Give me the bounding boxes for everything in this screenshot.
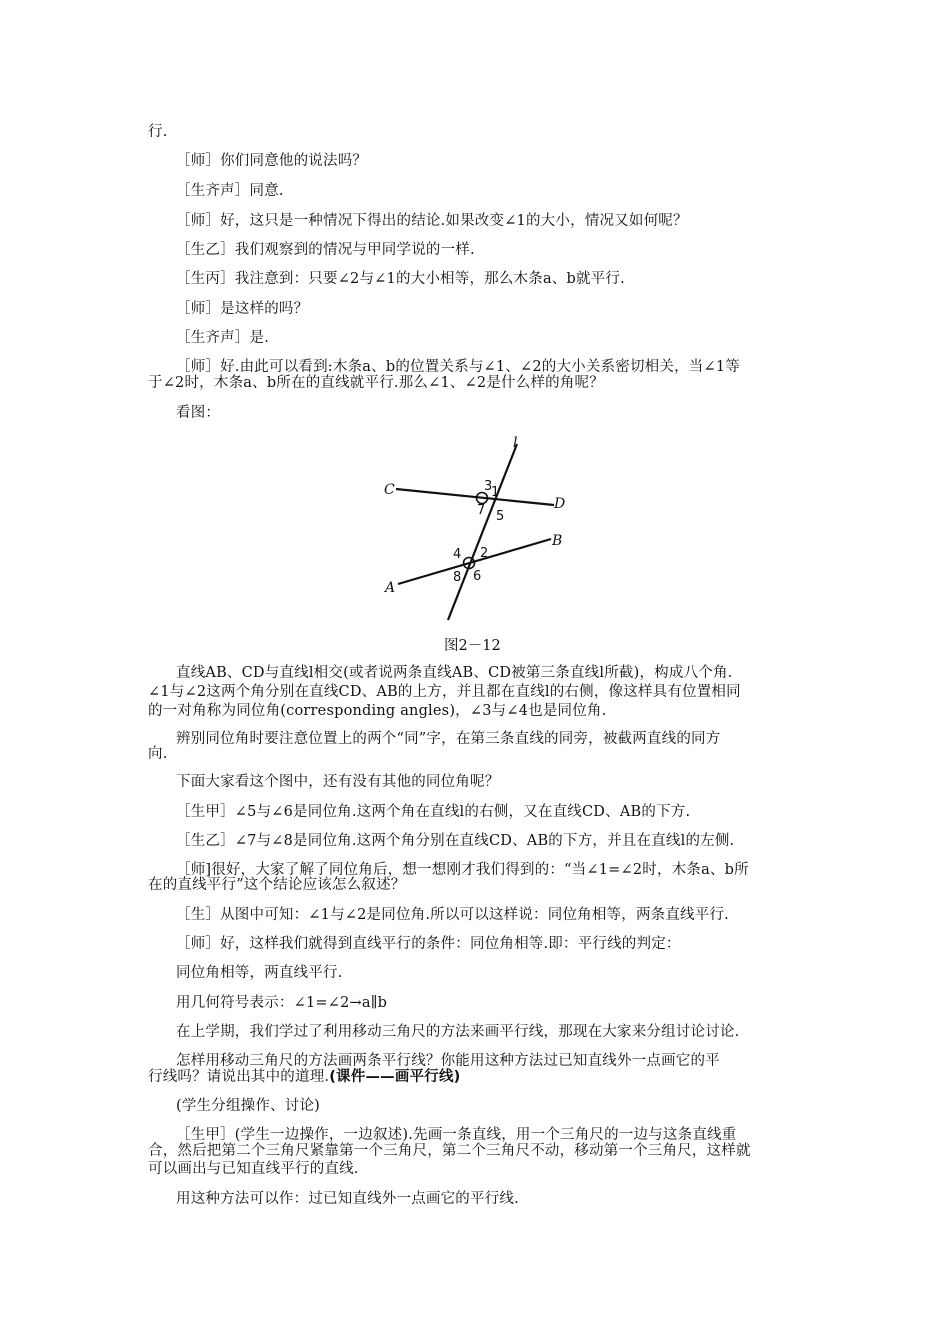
paragraph — [148, 1068, 460, 1087]
label-l: l — [513, 435, 518, 451]
paragraph: ［生齐声］是. — [176, 330, 270, 346]
label-a: A — [385, 580, 396, 596]
paragraph: 行. — [148, 124, 168, 140]
paragraph: 辨别同位角时要注意位置上的两个“同”字，在第三条直线的同旁，被截两直线的同方 — [176, 731, 721, 747]
angle-7: 7 — [477, 503, 486, 518]
paragraph: 在上学期，我们学过了利用移动三角尺的方法来画平行线，那现在大家来分组讨论讨论. — [176, 1024, 740, 1040]
paragraph: ［生甲］(学生一边操作，一边叙述).先画一条直线，用一个三角尺的一边与这条直线重 — [176, 1127, 737, 1143]
courseware-link: (课件——画平行线) — [329, 1069, 461, 1085]
paragraph: 可以画出与已知直线平行的直线. — [148, 1161, 359, 1177]
label-d: D — [554, 496, 566, 512]
paragraph: ［师]很好，大家了解了同位角后，想一想刚才我们得到的：“当∠1=∠2时，木条a、b所 — [176, 862, 749, 878]
paragraph-text: 行线吗？请说出其中的道理. — [148, 1069, 330, 1085]
paragraph: ［生甲］∠5与∠6是同位角.这两个角在直线l的右侧，又在直线CD、AB的下方. — [176, 804, 691, 820]
paragraph: 怎样用移动三角尺的方法画两条平行线？你能用这种方法过已知直线外一点画它的平 — [176, 1053, 720, 1069]
geometry-figure — [376, 434, 576, 626]
paragraph: 向. — [148, 746, 168, 762]
paragraph: ∠1与∠2这两个角分别在直线CD、AB的上方，并且都在直线l的右侧，像这样具有位置相同 — [148, 684, 741, 700]
angle-2: 2 — [480, 546, 489, 561]
angle-5: 5 — [496, 509, 505, 524]
angle-3: 3 — [484, 479, 493, 494]
angle-6: 6 — [473, 569, 482, 584]
figure-caption: 图2－12 — [444, 638, 501, 654]
paragraph: ［师］好，这只是一种情况下得出的结论.如果改变∠1的大小，情况又如何呢？ — [176, 213, 688, 229]
label-b: B — [552, 533, 563, 549]
paragraph: 看图： — [176, 405, 221, 421]
paragraph: 在的直线平行”这个结论应该怎么叙述？ — [148, 877, 406, 893]
paragraph: ［生丙］我注意到：只要∠2与∠1的大小相等，那么木条a、b就平行. — [176, 271, 625, 287]
line-l — [448, 444, 517, 620]
paragraph: 于∠2时，木条a、b所在的直线就平行.那么∠1、∠2是什么样的角呢？ — [148, 375, 604, 391]
paragraph: 下面大家看这个图中，还有没有其他的同位角呢？ — [176, 774, 500, 790]
paragraph: 合，然后把第二个三角尺紧靠第一个三角尺，第二个三角尺不动，移动第一个三角尺，这样就 — [148, 1143, 751, 1159]
paragraph: ［生乙］∠7与∠8是同位角.这两个角分别在直线CD、AB的下方，并且在直线l的左侧. — [176, 833, 735, 849]
angle-1: 1 — [491, 485, 500, 500]
paragraph: 直线AB、CD与直线l相交(或者说两条直线AB、CD被第三条直线l所截)，构成八个角. — [176, 665, 733, 681]
paragraph: ［师］好.由此可以看到:木条a、b的位置关系与∠1、∠2的大小关系密切相关，当∠1等 — [176, 359, 740, 375]
angle-4: 4 — [453, 547, 462, 562]
paragraph: ［师］是这样的吗？ — [176, 301, 309, 317]
paragraph: (学生分组操作、讨论) — [176, 1098, 321, 1114]
angle-8: 8 — [453, 570, 462, 585]
paragraph: 用几何符号表示：∠1=∠2→a∥b — [176, 995, 388, 1011]
paragraph: 用这种方法可以作：过已知直线外一点画它的平行线. — [176, 1191, 519, 1207]
paragraph: ［师］你们同意他的说法吗？ — [176, 153, 368, 169]
paragraph: 的一对角称为同位角(corresponding angles)，∠3与∠4也是同位角. — [148, 703, 607, 719]
line-cd — [396, 489, 554, 505]
paragraph: 同位角相等，两直线平行. — [176, 965, 343, 981]
paragraph: ［生］从图中可知：∠1与∠2是同位角.所以可以这样说：同位角相等，两条直线平行. — [176, 907, 729, 923]
paragraph: ［生乙］我们观察到的情况与甲同学说的一样. — [176, 242, 475, 258]
paragraph: ［师］好，这样我们就得到直线平行的条件：同位角相等.即：平行线的判定： — [176, 936, 681, 952]
label-c: C — [384, 482, 395, 498]
paragraph: ［生齐声］同意. — [176, 183, 284, 199]
figure-svg — [376, 434, 576, 626]
